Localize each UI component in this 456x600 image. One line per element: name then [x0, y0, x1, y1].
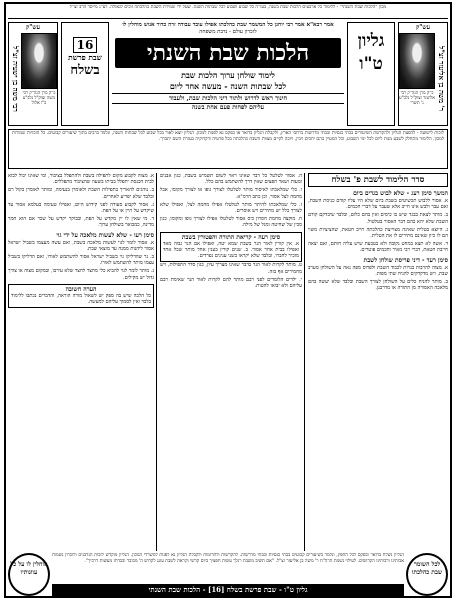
column-divider — [156, 173, 157, 551]
seal-right: לכל השומר שבת כהלכתו — [406, 553, 448, 596]
rabbi-portrait-right — [399, 33, 435, 89]
halacha-paragraph: א. מצוה לקבוע מקום לתפילה בשבת ולהתפלל בציבור, ומי שאינו יכול לבוא לבית הכנסת יתפלל בביתו בשעה שהציבור מתפללים. — [8, 173, 154, 186]
halacha-paragraph: א. אסור לומר לגוי לעשות מלאכה בשבת, ואם עשה מעצמו בשביל ישראל אסור ליהנות ממנה עד מוצאי שבת. — [8, 239, 154, 252]
banner-dedication: לזכרון עולם - נדבת משפחה — [199, 29, 257, 35]
rabbi-portrait-left — [21, 33, 57, 89]
parsha-name: בשלח — [70, 63, 100, 78]
framed-section — [8, 284, 154, 309]
halacha-paragraph: א. מצוה להרבות בנרות לכבוד השבת ולפרוס מפה נאה על השולחן מערב שבת, ויש מדקדקים להניח שתי מפות. — [308, 264, 448, 277]
halacha-paragraph: ו. כלי שמלאכתו לאיסור מותר לטלטלו לצורך גופו או לצורך מקומו, אבל מחמה לצל אסור, וכן כתב הרמ"א. — [160, 187, 302, 200]
masthead-banner — [112, 22, 344, 126]
parsha-label: שבת פרשת — [68, 53, 102, 62]
halacha-paragraph: ט. מותר לקרות לאור הנר בדבר שאינו מצריך עיון, כגון סדר התפילות, ויש מחמירים אף בזה. — [160, 262, 302, 275]
halacha-paragraph: ג. אסור לקבוע סעודה לפני קידוש היום, ואפילו טעימה בעלמא אסור עד שיקדש על היין או על הפת. — [8, 201, 154, 215]
halacha-paragraph: ב. מותר לצאת בבגד שיש בו כיסים ואין בהם כלום, ובלבד שיבדקם קודם השבת שלא יהא בהם דבר האסור בטלטול. — [308, 212, 448, 225]
footer-bar: גליון ט"ו - שבת פרשת בשלח [16] - הלכות שבת השנתי — [52, 584, 404, 596]
framed-section-body: כל הלכה שיש בה ספק יש לשאול מורה הוראה, והדברים נכתבו ללימוד בלבד ואין לסמוך עליהם למעשה. — [11, 293, 151, 306]
newsletter-page — [4, 2, 452, 598]
halacha-paragraph: ב. נוהגים להאריך בתפילות השבת ולאומרן בנעימה, ומותר לאומרן בקול רם ובלבד שלא יפריע לאחרים. — [8, 187, 154, 200]
issue-box-right — [347, 22, 395, 126]
halacha-paragraph: ג. מותר לומר לגוי להביא כלי מחצר לחצר שלא עירבו, ובמקום מצוה או צורך גדול יש מקילים. — [8, 268, 154, 281]
study-order-title: סדר הלימוד לשבת פ' בשלח — [308, 173, 448, 187]
body-columns — [8, 173, 448, 551]
column-left — [8, 173, 154, 551]
portrait-left-label: עש"ק — [26, 24, 40, 31]
banner-subtitle-3: חינוך ראש לדרוש ולתור דיני הלכות שבת, ולעבוד — [112, 93, 344, 104]
banner-subtitle-4: עליהם לפחות פעם אחת בשנה — [191, 104, 265, 111]
halacha-paragraph: ב. נר שהדליקו גוי בשביל ישראל אסור להשתמש לאורו, ואם הדליקו בשביל עצמו מותר להשתמש לאורו. — [8, 254, 154, 267]
portrait-panel-left — [8, 22, 58, 126]
halacha-paragraph: ח. מוקצה מחמת חסרון כיס אסור לטלטלו אפילו לצורך גופו ומקומו, כגון סכין של שחיטה ומגל של מילה. — [160, 216, 302, 229]
banner-subtitle-2: לכל שבתות השנה - מעשה אחד ליום — [169, 81, 287, 91]
notice-box: לזכות לישועה - להפצת הגליון ולהקדשת השיעורים בבתי כנסיות ובבתי מדרשות ברחבי הארץ, ולקבלת הגליון בדואר או בפקס נא לפנות למכון. הגליון יוצא לאור בכל שבוע לכל שבתות השנה, ונלמד ברבים בתוך שיעורים קבועים. כל הזכויות שמורות למכון. הלימוד מתחלק לשבע מנות ליום לכל ימי השבוע, וכל המעיין בהם יחכים ויבין, ויזכה לקיים מצוות השבת כהלכתה בכל פרטיה ודקדוקיה בעזרת השם יתברך. — [8, 129, 448, 169]
issue-word: גליון — [357, 31, 385, 51]
issue-number-letters: ט"ו — [359, 54, 383, 74]
halacha-paragraph: ד. מי שאין לו יין מקדש על הפת, ובבוקר יקדש על שכר אם הוא חמר מדינה, כמבואר בשולחן ערוך. — [8, 216, 154, 229]
section-heading: סימן רעו - שלא לעשות מלאכה על ידי גוי — [56, 231, 154, 239]
issue-box-left — [61, 22, 109, 126]
portrait-left-vertical-name: רבי משה בן ישעיה זצ"ל — [11, 46, 20, 112]
halacha-paragraph: א. אסור ללבוש תכשיטים בשבת ביום שלא היו עליו קודם כניסת השבת, ואם עבר ולבש אינו חייב אלא שעבר על דברי חכמים. — [308, 198, 448, 211]
halacha-paragraph: י. ילדים הלומדים לפני רבם מותר להם לקרות לאור הנר שאימת רבם עליהם ולא יבואו להטות. — [160, 276, 302, 290]
top-strip: מכון "הלכות שבת השנתי" - ללימוד כל ארבעים הלכות שבת בשנה, בעז"ה כל שבוע ושבוע לכל שבתות השנה. שעל ידי שמירת השבת כהלכתה זוכים לגאולה. לע"נ מייסד הרב זצ"ל — [8, 5, 448, 19]
banner-subtitle-1: לימוד שולחן ערוך הלכות שבת — [181, 70, 275, 80]
portrait-right-vertical-name: ר' משה בן אליעזר זצ"ל — [437, 46, 446, 112]
section-heading: סימן רעד - דיני פריסת שולחן לשבת — [363, 256, 448, 264]
portrait-panel-right — [398, 22, 448, 126]
issue-number-box: 16 — [73, 37, 98, 53]
halacha-paragraph: ה. אסור לטלטל כל דבר שאינו ראוי לשום תשמיש בשבת, כגון אבנים ומעות ושאר חפצים שאין דרך להשתמש בהם כלל. — [160, 173, 302, 186]
framed-section-body: א. אין קורין לאור הנר בשבת שמא יטה, ואפילו אם הנר גבוה מאד ואפילו בבית אחר אסור. ב. שנים קורין בענין אחד מותר שכל אחד מזכיר לחברו, ובלבד שלא יקראו בשני ענינים נפרדים. — [163, 240, 299, 260]
bottom-area — [8, 553, 448, 596]
halacha-paragraph: ז. כלי שמלאכתו להיתר מותר לטלטלו אפילו מחמה לצל, ואפילו שלא לצורך כלל יש מתירים ויש אוסרים. — [160, 201, 302, 215]
portrait-right-label: עש"ק — [416, 24, 430, 31]
portrait-right-caption: כ"ק מרן הגה"ק רבי אליעזר זצוק"ל נלב"ע ג' תשרי — [399, 91, 435, 106]
bottom-text: הגליון נשלח בדואר ובפקס לכל החפץ, ונלמד בשיעורים קבועים בבתי כנסיות ובבתי מדרשות. להקדשות ולתרומות ולקבלת הגליון נא לפנות למשרדי המכון. הגליון מוקדש לזכות הנדבנים ולזכרון נשמות אבותינו ורבותינו הקדושים. לעילוי נשמת הרה"ח ר' משה בן אליעזר זצ"ל. "אם תשיב משבת רגלך עשות חפציך ביום קדשי וקראת לשבת עונג לקדוש ה' מכובד וכבדתו מעשות דרכיך". — [52, 553, 404, 564]
framed-section-heading: הערה חשובה — [65, 285, 97, 293]
framed-section — [160, 232, 302, 263]
halacha-paragraph: ג. היוצא בטלית שאינה מצוייצת כהלכתה חייב חטאת, שהציציות משוי הם לו כיון שאינם מתירים לו את הטלית. — [308, 226, 448, 240]
framed-section-heading: סימן רעה - קריאת התורה והפטורין בשבת — [181, 233, 281, 241]
portrait-left-caption: כ"ק מרן הגה"ק רבי משה זצוק"ל נלב"ע כ"ו אלול — [22, 91, 56, 106]
column-middle — [160, 173, 302, 551]
banner-quote: אמר רבא"א אמר רבי יוחנן כל המשמר שבת כהלכתו אפילו עובד עבודה זרה כדור אנוש מוחלין לו — [122, 22, 334, 28]
section-heading: המשך סימן רעג - שלא לבוש בגדים ביום — [353, 190, 448, 197]
halacha-paragraph: ד. אשה לא תצא במחט נקובה ולא בטבעת שיש עליה חותם, ואם יצאה חייבת חטאת, דברי רבי מאיר וחכמים פוטרים. — [308, 241, 448, 254]
seal-left: מוחלין לו על כל עוונותיו — [8, 553, 50, 596]
column-right — [308, 173, 448, 551]
masthead-title: הלכות שבת השנתי — [115, 38, 341, 68]
halacha-paragraph: ב. מותר להניח כלים על השולחן לצורך השבת ובלבד שלא יעשה בהם מלאכה האסורה מן התורה או מדרבנן. — [308, 279, 448, 292]
column-divider — [304, 173, 305, 551]
